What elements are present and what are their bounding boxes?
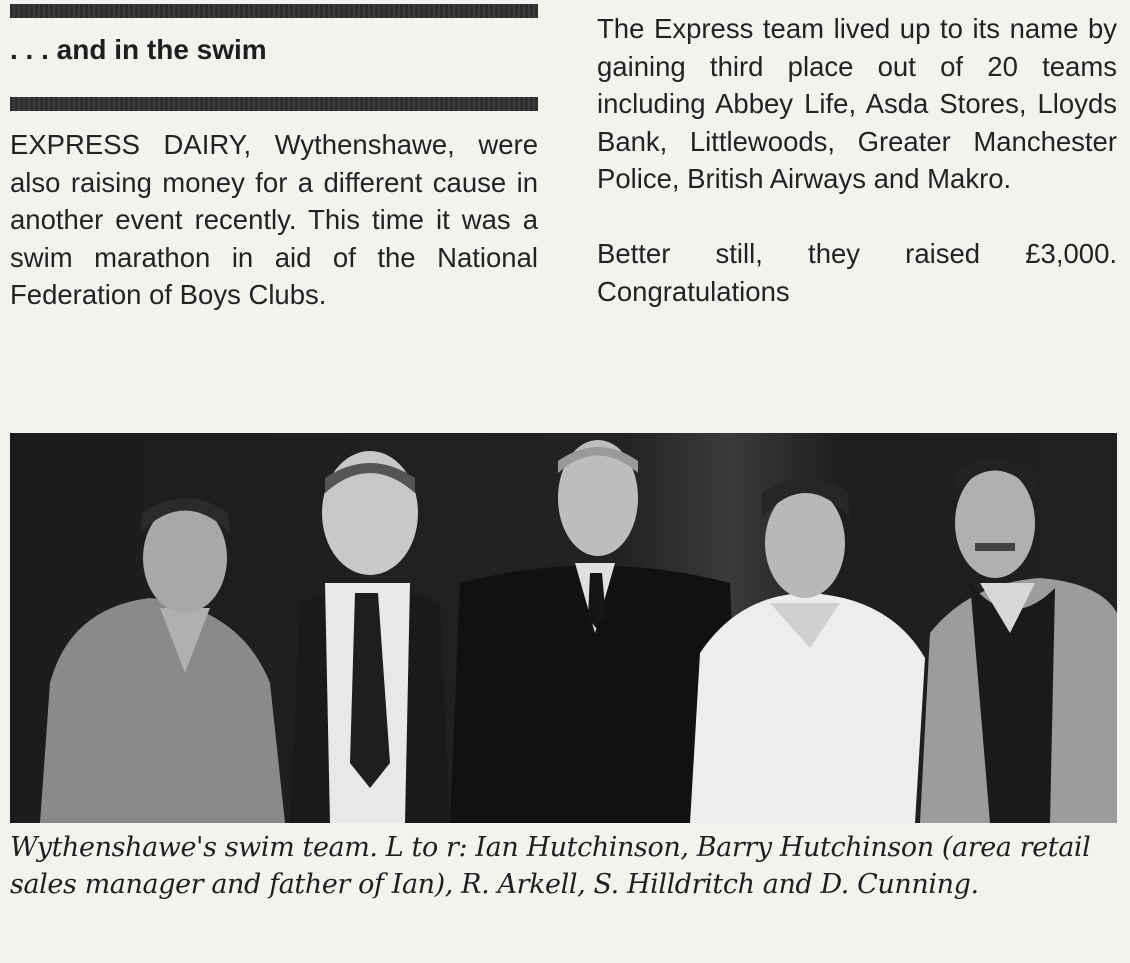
headline-rule-bottom — [10, 97, 538, 111]
right-column — [597, 10, 1117, 310]
left-paragraph: EXPRESS DAIRY, Wythenshawe, were also raising money for a different cause in another event recently. This time it was a swim marathon in aid of the National Federation of Boys Clubs. — [10, 129, 538, 310]
photo-caption: Wythenshawe's swim team. L to r: Ian Hutchinson, Barry Hutchinson (area retail sales manager and father of Ian), R. Arkell, S. Hilldritch and D. Cunning. — [10, 832, 1091, 900]
team-photo — [10, 433, 1117, 823]
left-column — [10, 126, 538, 314]
right-paragraph-2: Better still, they raised £3,000. Congratulations — [597, 238, 1117, 307]
team-photo-illustration — [10, 433, 1117, 823]
headline-rule-top — [10, 4, 538, 18]
right-paragraph-1: The Express team lived up to its name by gaining third place out of 20 teams including Abbey Life, Asda Stores, Lloyds Bank, Littlewoods, Greater Manchester Police, British Airways and Makro. — [597, 13, 1117, 194]
article-headline: . . . and in the swim — [10, 34, 267, 65]
